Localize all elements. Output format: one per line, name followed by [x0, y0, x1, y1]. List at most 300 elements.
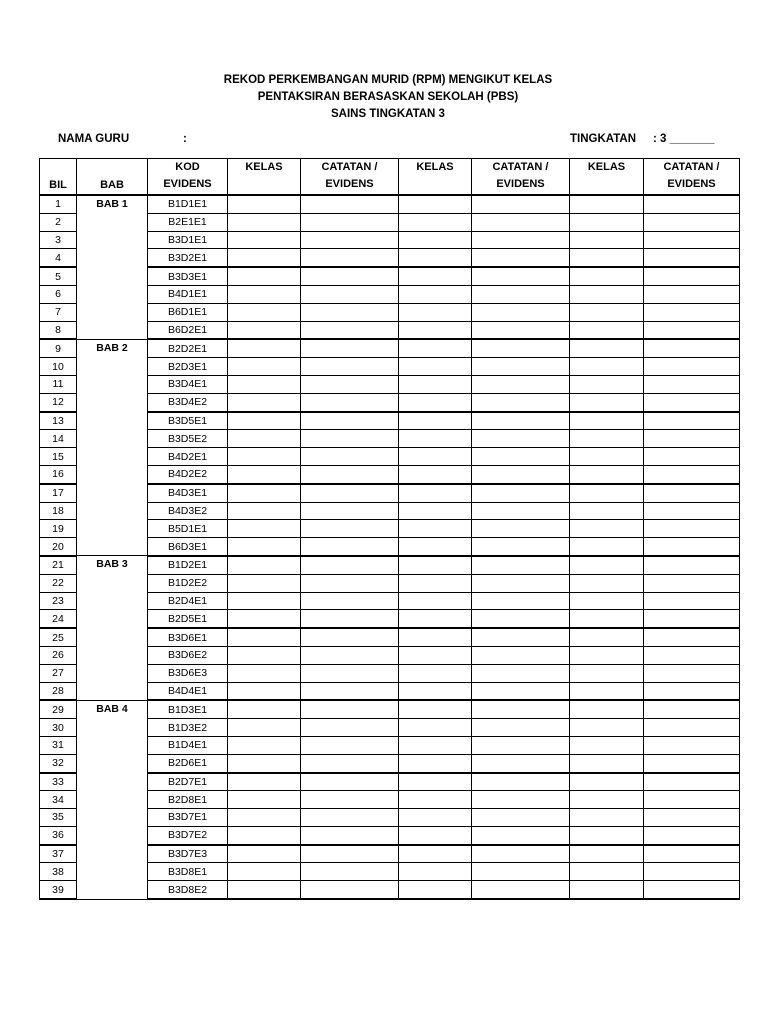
kelas-2-cell[interactable]: [399, 520, 472, 538]
kod-evidens-cell: B3D2E1: [148, 249, 228, 267]
catatan-2-cell[interactable]: [472, 791, 570, 809]
kelas-3-cell[interactable]: [570, 845, 644, 863]
kelas-1-cell[interactable]: [228, 393, 301, 411]
catatan-3-cell[interactable]: [644, 412, 740, 430]
kelas-2-cell[interactable]: [399, 773, 472, 791]
catatan-1-cell[interactable]: [301, 195, 399, 213]
kelas-1-cell[interactable]: [228, 267, 301, 285]
catatan-3-cell[interactable]: [644, 249, 740, 267]
catatan-3-cell[interactable]: [644, 484, 740, 502]
kod-evidens-cell: B4D2E1: [148, 448, 228, 466]
kelas-2-cell[interactable]: [399, 538, 472, 556]
catatan-1-cell[interactable]: [301, 375, 399, 393]
kelas-2-cell[interactable]: [399, 574, 472, 592]
kelas-2-cell[interactable]: [399, 303, 472, 321]
kelas-3-cell[interactable]: [570, 773, 644, 791]
kelas-1-cell[interactable]: [228, 303, 301, 321]
kelas-3-cell[interactable]: [570, 285, 644, 303]
kelas-1-cell[interactable]: [228, 358, 301, 376]
col-header-kelas-3: KELAS: [570, 159, 644, 196]
kelas-3-cell[interactable]: [570, 664, 644, 682]
catatan-1-cell[interactable]: [301, 538, 399, 556]
catatan-3-cell[interactable]: [644, 502, 740, 520]
catatan-2-cell[interactable]: [472, 249, 570, 267]
kelas-2-cell[interactable]: [399, 412, 472, 430]
bil-cell: 19: [40, 520, 77, 538]
catatan-2-cell[interactable]: [472, 610, 570, 628]
kelas-3-cell[interactable]: [570, 412, 644, 430]
catatan-3-cell[interactable]: [644, 556, 740, 574]
rpm-table: [39, 158, 740, 900]
catatan-2-cell[interactable]: [472, 393, 570, 411]
kelas-2-cell[interactable]: [399, 646, 472, 664]
catatan-2-cell[interactable]: [472, 736, 570, 754]
kelas-2-cell[interactable]: [399, 754, 472, 772]
catatan-1-cell[interactable]: [301, 249, 399, 267]
kod-evidens-cell: B2D5E1: [148, 610, 228, 628]
catatan-3-cell[interactable]: [644, 465, 740, 483]
kelas-3-cell[interactable]: [570, 448, 644, 466]
kelas-3-cell[interactable]: [570, 628, 644, 646]
kelas-1-cell[interactable]: [228, 484, 301, 502]
kelas-3-cell[interactable]: [570, 700, 644, 718]
kelas-3-cell[interactable]: [570, 791, 644, 809]
kod-evidens-cell: B2D8E1: [148, 791, 228, 809]
col-header-catatan-1: CATATAN / EVIDENS: [301, 159, 399, 196]
catatan-1-cell[interactable]: [301, 303, 399, 321]
catatan-1-cell[interactable]: [301, 213, 399, 231]
catatan-1-cell[interactable]: [301, 393, 399, 411]
bil-cell: 33: [40, 773, 77, 791]
kelas-1-cell[interactable]: [228, 646, 301, 664]
kelas-3-cell[interactable]: [570, 231, 644, 249]
catatan-1-cell[interactable]: [301, 556, 399, 574]
kelas-3-cell[interactable]: [570, 881, 644, 899]
catatan-1-cell[interactable]: [301, 520, 399, 538]
catatan-1-cell[interactable]: [301, 285, 399, 303]
kelas-3-cell[interactable]: [570, 502, 644, 520]
kelas-2-cell[interactable]: [399, 267, 472, 285]
catatan-3-cell[interactable]: [644, 736, 740, 754]
kelas-3-cell[interactable]: [570, 592, 644, 610]
bil-cell: 13: [40, 412, 77, 430]
catatan-3-cell[interactable]: [644, 682, 740, 700]
catatan-1-cell[interactable]: [301, 430, 399, 448]
bil-cell: 30: [40, 719, 77, 737]
catatan-3-cell[interactable]: [644, 826, 740, 844]
kod-evidens-cell: B4D4E1: [148, 682, 228, 700]
catatan-1-cell[interactable]: [301, 412, 399, 430]
catatan-1-cell[interactable]: [301, 791, 399, 809]
catatan-1-cell[interactable]: [301, 321, 399, 339]
bil-cell: 22: [40, 574, 77, 592]
title-line-3: SAINS TINGKATAN 3: [331, 108, 445, 120]
catatan-3-cell[interactable]: [644, 538, 740, 556]
catatan-3-cell[interactable]: [644, 881, 740, 899]
catatan-2-cell[interactable]: [472, 592, 570, 610]
kelas-1-cell[interactable]: [228, 448, 301, 466]
catatan-2-cell[interactable]: [472, 773, 570, 791]
catatan-1-cell[interactable]: [301, 465, 399, 483]
document-titles: [0, 72, 768, 123]
catatan-3-cell[interactable]: [644, 719, 740, 737]
catatan-2-cell[interactable]: [472, 754, 570, 772]
catatan-3-cell[interactable]: [644, 628, 740, 646]
kelas-3-cell[interactable]: [570, 339, 644, 357]
catatan-2-cell[interactable]: [472, 465, 570, 483]
kelas-1-cell[interactable]: [228, 809, 301, 827]
catatan-2-cell[interactable]: [472, 556, 570, 574]
kelas-1-cell[interactable]: [228, 520, 301, 538]
kod-evidens-cell: B2D2E1: [148, 339, 228, 357]
kod-evidens-cell: B3D5E1: [148, 412, 228, 430]
catatan-1-cell[interactable]: [301, 682, 399, 700]
kelas-2-cell[interactable]: [399, 484, 472, 502]
catatan-2-cell[interactable]: [472, 195, 570, 213]
kod-evidens-cell: B3D1E1: [148, 231, 228, 249]
catatan-3-cell[interactable]: [644, 448, 740, 466]
catatan-2-cell[interactable]: [472, 538, 570, 556]
kelas-2-cell[interactable]: [399, 249, 472, 267]
kelas-1-cell[interactable]: [228, 826, 301, 844]
catatan-3-cell[interactable]: [644, 574, 740, 592]
bil-cell: 24: [40, 610, 77, 628]
kelas-1-cell[interactable]: [228, 664, 301, 682]
catatan-3-cell[interactable]: [644, 646, 740, 664]
kelas-1-cell[interactable]: [228, 700, 301, 718]
catatan-3-cell[interactable]: [644, 845, 740, 863]
kelas-1-cell[interactable]: [228, 719, 301, 737]
catatan-1-cell[interactable]: [301, 610, 399, 628]
kelas-1-cell[interactable]: [228, 285, 301, 303]
kelas-1-cell[interactable]: [228, 249, 301, 267]
kelas-1-cell[interactable]: [228, 845, 301, 863]
kod-evidens-cell: B3D6E1: [148, 628, 228, 646]
kelas-3-cell[interactable]: [570, 574, 644, 592]
bil-cell: 17: [40, 484, 77, 502]
kelas-1-cell[interactable]: [228, 430, 301, 448]
catatan-1-cell[interactable]: [301, 845, 399, 863]
bil-cell: 8: [40, 321, 77, 339]
kelas-2-cell[interactable]: [399, 719, 472, 737]
bab-cell: BAB 2: [77, 339, 148, 556]
bil-cell: 1: [40, 195, 77, 213]
catatan-2-cell[interactable]: [472, 502, 570, 520]
catatan-2-cell[interactable]: [472, 321, 570, 339]
kelas-3-cell[interactable]: [570, 610, 644, 628]
bil-cell: 2: [40, 213, 77, 231]
catatan-3-cell[interactable]: [644, 231, 740, 249]
bil-cell: 29: [40, 700, 77, 718]
kelas-2-cell[interactable]: [399, 628, 472, 646]
kelas-2-cell[interactable]: [399, 791, 472, 809]
catatan-3-cell[interactable]: [644, 285, 740, 303]
kelas-3-cell[interactable]: [570, 809, 644, 827]
kelas-1-cell[interactable]: [228, 339, 301, 357]
kelas-2-cell[interactable]: [399, 845, 472, 863]
catatan-3-cell[interactable]: [644, 791, 740, 809]
bab-cell: BAB 1: [77, 195, 148, 339]
kelas-3-cell[interactable]: [570, 465, 644, 483]
bil-cell: 5: [40, 267, 77, 285]
kod-evidens-cell: B1D2E2: [148, 574, 228, 592]
kelas-3-cell[interactable]: [570, 321, 644, 339]
catatan-1-cell[interactable]: [301, 736, 399, 754]
kelas-3-cell[interactable]: [570, 736, 644, 754]
catatan-1-cell[interactable]: [301, 664, 399, 682]
catatan-3-cell[interactable]: [644, 664, 740, 682]
kelas-2-cell[interactable]: [399, 430, 472, 448]
catatan-3-cell[interactable]: [644, 773, 740, 791]
kelas-1-cell[interactable]: [228, 195, 301, 213]
kod-evidens-cell: B3D7E3: [148, 845, 228, 863]
catatan-2-cell[interactable]: [472, 448, 570, 466]
bil-cell: 10: [40, 358, 77, 376]
catatan-2-cell[interactable]: [472, 285, 570, 303]
catatan-3-cell[interactable]: [644, 809, 740, 827]
kelas-3-cell[interactable]: [570, 375, 644, 393]
catatan-1-cell[interactable]: [301, 574, 399, 592]
kelas-2-cell[interactable]: [399, 682, 472, 700]
kod-evidens-cell: B2D6E1: [148, 754, 228, 772]
catatan-2-cell[interactable]: [472, 863, 570, 881]
catatan-3-cell[interactable]: [644, 863, 740, 881]
kelas-3-cell[interactable]: [570, 826, 644, 844]
kelas-1-cell[interactable]: [228, 538, 301, 556]
catatan-2-cell[interactable]: [472, 719, 570, 737]
bil-cell: 12: [40, 393, 77, 411]
catatan-2-cell[interactable]: [472, 682, 570, 700]
catatan-2-cell[interactable]: [472, 484, 570, 502]
catatan-2-cell[interactable]: [472, 881, 570, 899]
kelas-2-cell[interactable]: [399, 502, 472, 520]
catatan-3-cell[interactable]: [644, 393, 740, 411]
kelas-1-cell[interactable]: [228, 412, 301, 430]
kelas-1-cell[interactable]: [228, 682, 301, 700]
catatan-2-cell[interactable]: [472, 700, 570, 718]
kelas-1-cell[interactable]: [228, 592, 301, 610]
catatan-1-cell[interactable]: [301, 231, 399, 249]
catatan-2-cell[interactable]: [472, 303, 570, 321]
catatan-3-cell[interactable]: [644, 213, 740, 231]
catatan-2-cell[interactable]: [472, 412, 570, 430]
kod-evidens-cell: B5D1E1: [148, 520, 228, 538]
kelas-1-cell[interactable]: [228, 610, 301, 628]
catatan-3-cell[interactable]: [644, 754, 740, 772]
kelas-2-cell[interactable]: [399, 195, 472, 213]
kelas-2-cell[interactable]: [399, 339, 472, 357]
kelas-1-cell[interactable]: [228, 736, 301, 754]
kelas-3-cell[interactable]: [570, 719, 644, 737]
kelas-2-cell[interactable]: [399, 465, 472, 483]
kelas-3-cell[interactable]: [570, 267, 644, 285]
kelas-2-cell[interactable]: [399, 592, 472, 610]
catatan-1-cell[interactable]: [301, 484, 399, 502]
kod-evidens-cell: B1D3E2: [148, 719, 228, 737]
catatan-1-cell[interactable]: [301, 826, 399, 844]
kelas-3-cell[interactable]: [570, 249, 644, 267]
bil-cell: 34: [40, 791, 77, 809]
catatan-2-cell[interactable]: [472, 430, 570, 448]
kod-evidens-cell: B6D3E1: [148, 538, 228, 556]
catatan-1-cell[interactable]: [301, 448, 399, 466]
catatan-1-cell[interactable]: [301, 863, 399, 881]
col-header-bab: BAB: [77, 159, 148, 196]
kelas-2-cell[interactable]: [399, 826, 472, 844]
catatan-1-cell[interactable]: [301, 646, 399, 664]
catatan-2-cell[interactable]: [472, 213, 570, 231]
kelas-1-cell[interactable]: [228, 556, 301, 574]
bil-cell: 4: [40, 249, 77, 267]
tingkatan-value: : 3 _______: [653, 133, 715, 145]
bil-cell: 35: [40, 809, 77, 827]
kelas-2-cell[interactable]: [399, 809, 472, 827]
kelas-1-cell[interactable]: [228, 881, 301, 899]
catatan-1-cell[interactable]: [301, 773, 399, 791]
bil-cell: 37: [40, 845, 77, 863]
kelas-1-cell[interactable]: [228, 863, 301, 881]
kelas-1-cell[interactable]: [228, 754, 301, 772]
kelas-1-cell[interactable]: [228, 321, 301, 339]
table-header-row: [40, 159, 740, 196]
kod-evidens-cell: B6D2E1: [148, 321, 228, 339]
kelas-3-cell[interactable]: [570, 430, 644, 448]
catatan-2-cell[interactable]: [472, 267, 570, 285]
kelas-2-cell[interactable]: [399, 393, 472, 411]
catatan-2-cell[interactable]: [472, 358, 570, 376]
nama-guru-label: NAMA GURU: [58, 133, 130, 145]
catatan-3-cell[interactable]: [644, 610, 740, 628]
bil-cell: 15: [40, 448, 77, 466]
kelas-2-cell[interactable]: [399, 863, 472, 881]
kod-evidens-cell: B6D1E1: [148, 303, 228, 321]
catatan-2-cell[interactable]: [472, 339, 570, 357]
catatan-2-cell[interactable]: [472, 646, 570, 664]
col-header-kod: KOD EVIDENS: [148, 159, 228, 196]
kelas-3-cell[interactable]: [570, 556, 644, 574]
catatan-3-cell[interactable]: [644, 195, 740, 213]
catatan-3-cell[interactable]: [644, 430, 740, 448]
catatan-2-cell[interactable]: [472, 574, 570, 592]
catatan-2-cell[interactable]: [472, 520, 570, 538]
catatan-3-cell[interactable]: [644, 592, 740, 610]
catatan-1-cell[interactable]: [301, 502, 399, 520]
title-line-2: PENTAKSIRAN BERASASKAN SEKOLAH (PBS): [257, 91, 519, 103]
kelas-1-cell[interactable]: [228, 773, 301, 791]
catatan-3-cell[interactable]: [644, 700, 740, 718]
kelas-3-cell[interactable]: [570, 520, 644, 538]
kelas-1-cell[interactable]: [228, 628, 301, 646]
bil-cell: 18: [40, 502, 77, 520]
catatan-3-cell[interactable]: [644, 339, 740, 357]
tingkatan-label: TINGKATAN: [570, 133, 637, 145]
kelas-2-cell[interactable]: [399, 448, 472, 466]
catatan-2-cell[interactable]: [472, 826, 570, 844]
kelas-1-cell[interactable]: [228, 213, 301, 231]
catatan-2-cell[interactable]: [472, 664, 570, 682]
kod-evidens-cell: B4D3E2: [148, 502, 228, 520]
kelas-1-cell[interactable]: [228, 231, 301, 249]
kelas-3-cell[interactable]: [570, 195, 644, 213]
kod-evidens-cell: B3D5E2: [148, 430, 228, 448]
catatan-2-cell[interactable]: [472, 628, 570, 646]
bil-cell: 31: [40, 736, 77, 754]
kelas-2-cell[interactable]: [399, 375, 472, 393]
catatan-2-cell[interactable]: [472, 375, 570, 393]
catatan-3-cell[interactable]: [644, 520, 740, 538]
kelas-3-cell[interactable]: [570, 393, 644, 411]
kelas-1-cell[interactable]: [228, 791, 301, 809]
catatan-1-cell[interactable]: [301, 754, 399, 772]
catatan-1-cell[interactable]: [301, 719, 399, 737]
col-header-kelas-2: KELAS: [399, 159, 472, 196]
kelas-3-cell[interactable]: [570, 303, 644, 321]
kelas-2-cell[interactable]: [399, 664, 472, 682]
kelas-1-cell[interactable]: [228, 574, 301, 592]
col-header-catatan-3: CATATAN / EVIDENS: [644, 159, 740, 196]
catatan-1-cell[interactable]: [301, 628, 399, 646]
kod-evidens-cell: B4D1E1: [148, 285, 228, 303]
kod-evidens-cell: B2D7E1: [148, 773, 228, 791]
table-row: [40, 339, 740, 357]
kelas-2-cell[interactable]: [399, 321, 472, 339]
bil-cell: 36: [40, 826, 77, 844]
kelas-2-cell[interactable]: [399, 881, 472, 899]
catatan-1-cell[interactable]: [301, 809, 399, 827]
catatan-3-cell[interactable]: [644, 358, 740, 376]
catatan-3-cell[interactable]: [644, 375, 740, 393]
kelas-1-cell[interactable]: [228, 375, 301, 393]
catatan-3-cell[interactable]: [644, 267, 740, 285]
catatan-3-cell[interactable]: [644, 303, 740, 321]
catatan-2-cell[interactable]: [472, 231, 570, 249]
kelas-2-cell[interactable]: [399, 285, 472, 303]
catatan-1-cell[interactable]: [301, 592, 399, 610]
bil-cell: 32: [40, 754, 77, 772]
kelas-2-cell[interactable]: [399, 736, 472, 754]
kelas-2-cell[interactable]: [399, 213, 472, 231]
kod-evidens-cell: B1D4E1: [148, 736, 228, 754]
bil-cell: 26: [40, 646, 77, 664]
kelas-3-cell[interactable]: [570, 358, 644, 376]
catatan-1-cell[interactable]: [301, 881, 399, 899]
kelas-3-cell[interactable]: [570, 646, 644, 664]
catatan-1-cell[interactable]: [301, 267, 399, 285]
catatan-2-cell[interactable]: [472, 845, 570, 863]
catatan-3-cell[interactable]: [644, 321, 740, 339]
kelas-2-cell[interactable]: [399, 358, 472, 376]
kelas-2-cell[interactable]: [399, 700, 472, 718]
kod-evidens-cell: B3D7E2: [148, 826, 228, 844]
kelas-2-cell[interactable]: [399, 556, 472, 574]
catatan-1-cell[interactable]: [301, 358, 399, 376]
kelas-1-cell[interactable]: [228, 502, 301, 520]
catatan-1-cell[interactable]: [301, 700, 399, 718]
kelas-3-cell[interactable]: [570, 213, 644, 231]
kelas-3-cell[interactable]: [570, 682, 644, 700]
catatan-2-cell[interactable]: [472, 809, 570, 827]
kod-evidens-cell: B3D8E2: [148, 881, 228, 899]
kelas-1-cell[interactable]: [228, 465, 301, 483]
kelas-2-cell[interactable]: [399, 610, 472, 628]
kelas-2-cell[interactable]: [399, 231, 472, 249]
bil-cell: 27: [40, 664, 77, 682]
kelas-3-cell[interactable]: [570, 863, 644, 881]
kelas-3-cell[interactable]: [570, 538, 644, 556]
catatan-1-cell[interactable]: [301, 339, 399, 357]
kelas-3-cell[interactable]: [570, 484, 644, 502]
kelas-3-cell[interactable]: [570, 754, 644, 772]
